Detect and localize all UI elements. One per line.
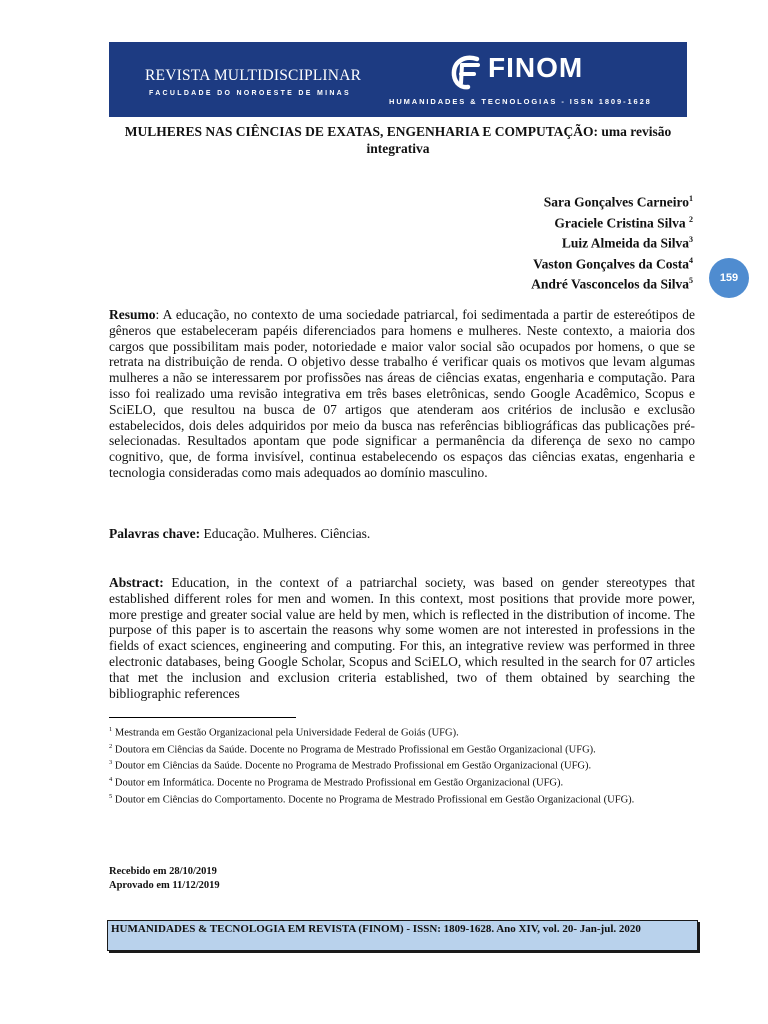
journal-name: REVISTA MULTIDISCIPLINAR (145, 67, 362, 84)
footnote: $^5$ Doutor em Ciências do Comportamento. Docente no Programa de Mestrado Profissional em Gestão Organizacional (UFG). (109, 792, 635, 806)
resumo-label: Resumo (109, 307, 156, 322)
footnote: $^4$ Doutor em Informática. Docente no Programa de Mestrado Profissional em Gestão Organizacional (UFG). (109, 776, 564, 789)
author: Luiz Almeida da Silva$^3$ (561, 235, 693, 251)
journal-footer: HUMANIDADES & TECNOLOGIA EM REVISTA (FINOM) - ISSN: 1809-1628. Ano XIV, vol. 20- Jan-jul. 2020 (107, 920, 698, 951)
journal-banner (109, 42, 687, 117)
page-number-badge: 159 (709, 258, 749, 298)
logo-tagline: HUMANIDADES & TECNOLOGIAS - ISSN 1809-1628 (389, 97, 652, 106)
faculty-name: FACULDADE DO NOROESTE DE MINAS (149, 90, 352, 97)
submission-dates (109, 865, 220, 893)
resumo-text: : A educação, no contexto de uma sociedade patriarcal, foi sedimentada a partir de estereótipos de gêneros que estabeleceram papéis diferenciados para homens e mulheres. Neste contexto, a maioria dos cargos que possibilitam mais poder, notoriedade e maior valor social são ocupados por homens, o que se retrata na distribuição de renda. O objetivo desse trabalho é verificar quais os motivos que levam algumas mulheres a não se interessarem por profissões nas áreas de ciências exatas, engenharia e computação. Para isso foi realizado uma revisão integrativa em três bases eletrônicas, sendo Google Acadêmico, Scopus e SciELO, que resultou na busca de 07 artigos que atenderam aos critérios de inclusão e exclusão estabelecidos, dois deles adquiridos por meio da busca nas referências bibliográficas das publicações pré-selecionadas. Resultados apontam que pode significar a permanência da diferença de sexo no campo cognitivo, que, de forma invisível, continua estabelecendo os espaços das ciências exatas, engenharia e tecnologia consideradas como mais adequados ao domínio masculino. (109, 307, 695, 480)
keywords-paragraph (109, 526, 695, 542)
resumo-paragraph (109, 307, 695, 481)
author: Sara Gonçalves Carneiro$^1$ (543, 194, 693, 210)
author: André Vasconcelos da Silva$^5$ (531, 276, 693, 292)
footnote-divider (109, 717, 296, 718)
finom-logo-text: FINOM (488, 52, 584, 83)
keywords-text: Educação. Mulheres. Ciências. (200, 526, 371, 541)
abstract-label: Abstract: (109, 575, 164, 590)
keywords-label: Palavras chave: (109, 526, 201, 541)
author-list (531, 190, 693, 293)
finom-logo-icon (446, 51, 486, 91)
received-date: Recebido em 28/10/2019 (109, 866, 217, 877)
footnote: $^1$ Mestranda em Gestão Organizacional pela Universidade Federal de Goiás (UFG). (109, 726, 459, 739)
author: Graciele Cristina Silva $^2$ (554, 214, 693, 230)
footnote: $^3$ Doutor em Ciências da Saúde. Docente no Programa de Mestrado Profissional em Gestão Organizacional (UFG). (109, 759, 592, 772)
article-title: MULHERES NAS CIÊNCIAS DE EXATAS, ENGENHARIA E COMPUTAÇÃO: uma revisão integrativa (124, 124, 672, 156)
footnote: $^2$ Doutora em Ciências da Saúde. Docente no Programa de Mestrado Profissional em Gestão Organizacional (UFG). (109, 742, 596, 756)
footnotes (109, 723, 695, 807)
approved-date: Aprovado em 11/12/2019 (109, 880, 220, 891)
author: Vaston Gonçalves da Costa$^4$ (533, 255, 693, 271)
abstract-text: Education, in the context of a patriarchal society, was based on gender stereotypes that established different roles for men and women. In this context, most positions that provide more power, more prestige and greater social value are held by men, which is reflected in the distribution of income. The purpose of this paper is to ascertain the reasons why some women are not interested in professions in the fields of exact sciences, engineering and computing. For this, an integrative review was performed in three electronic databases, being Google Scholar, Scopus and SciELO, which resulted in the search for 07 articles that met the inclusion and exclusion criteria established, two of them obtained by searching the bibliographic references (109, 575, 695, 701)
abstract-paragraph (109, 575, 695, 701)
